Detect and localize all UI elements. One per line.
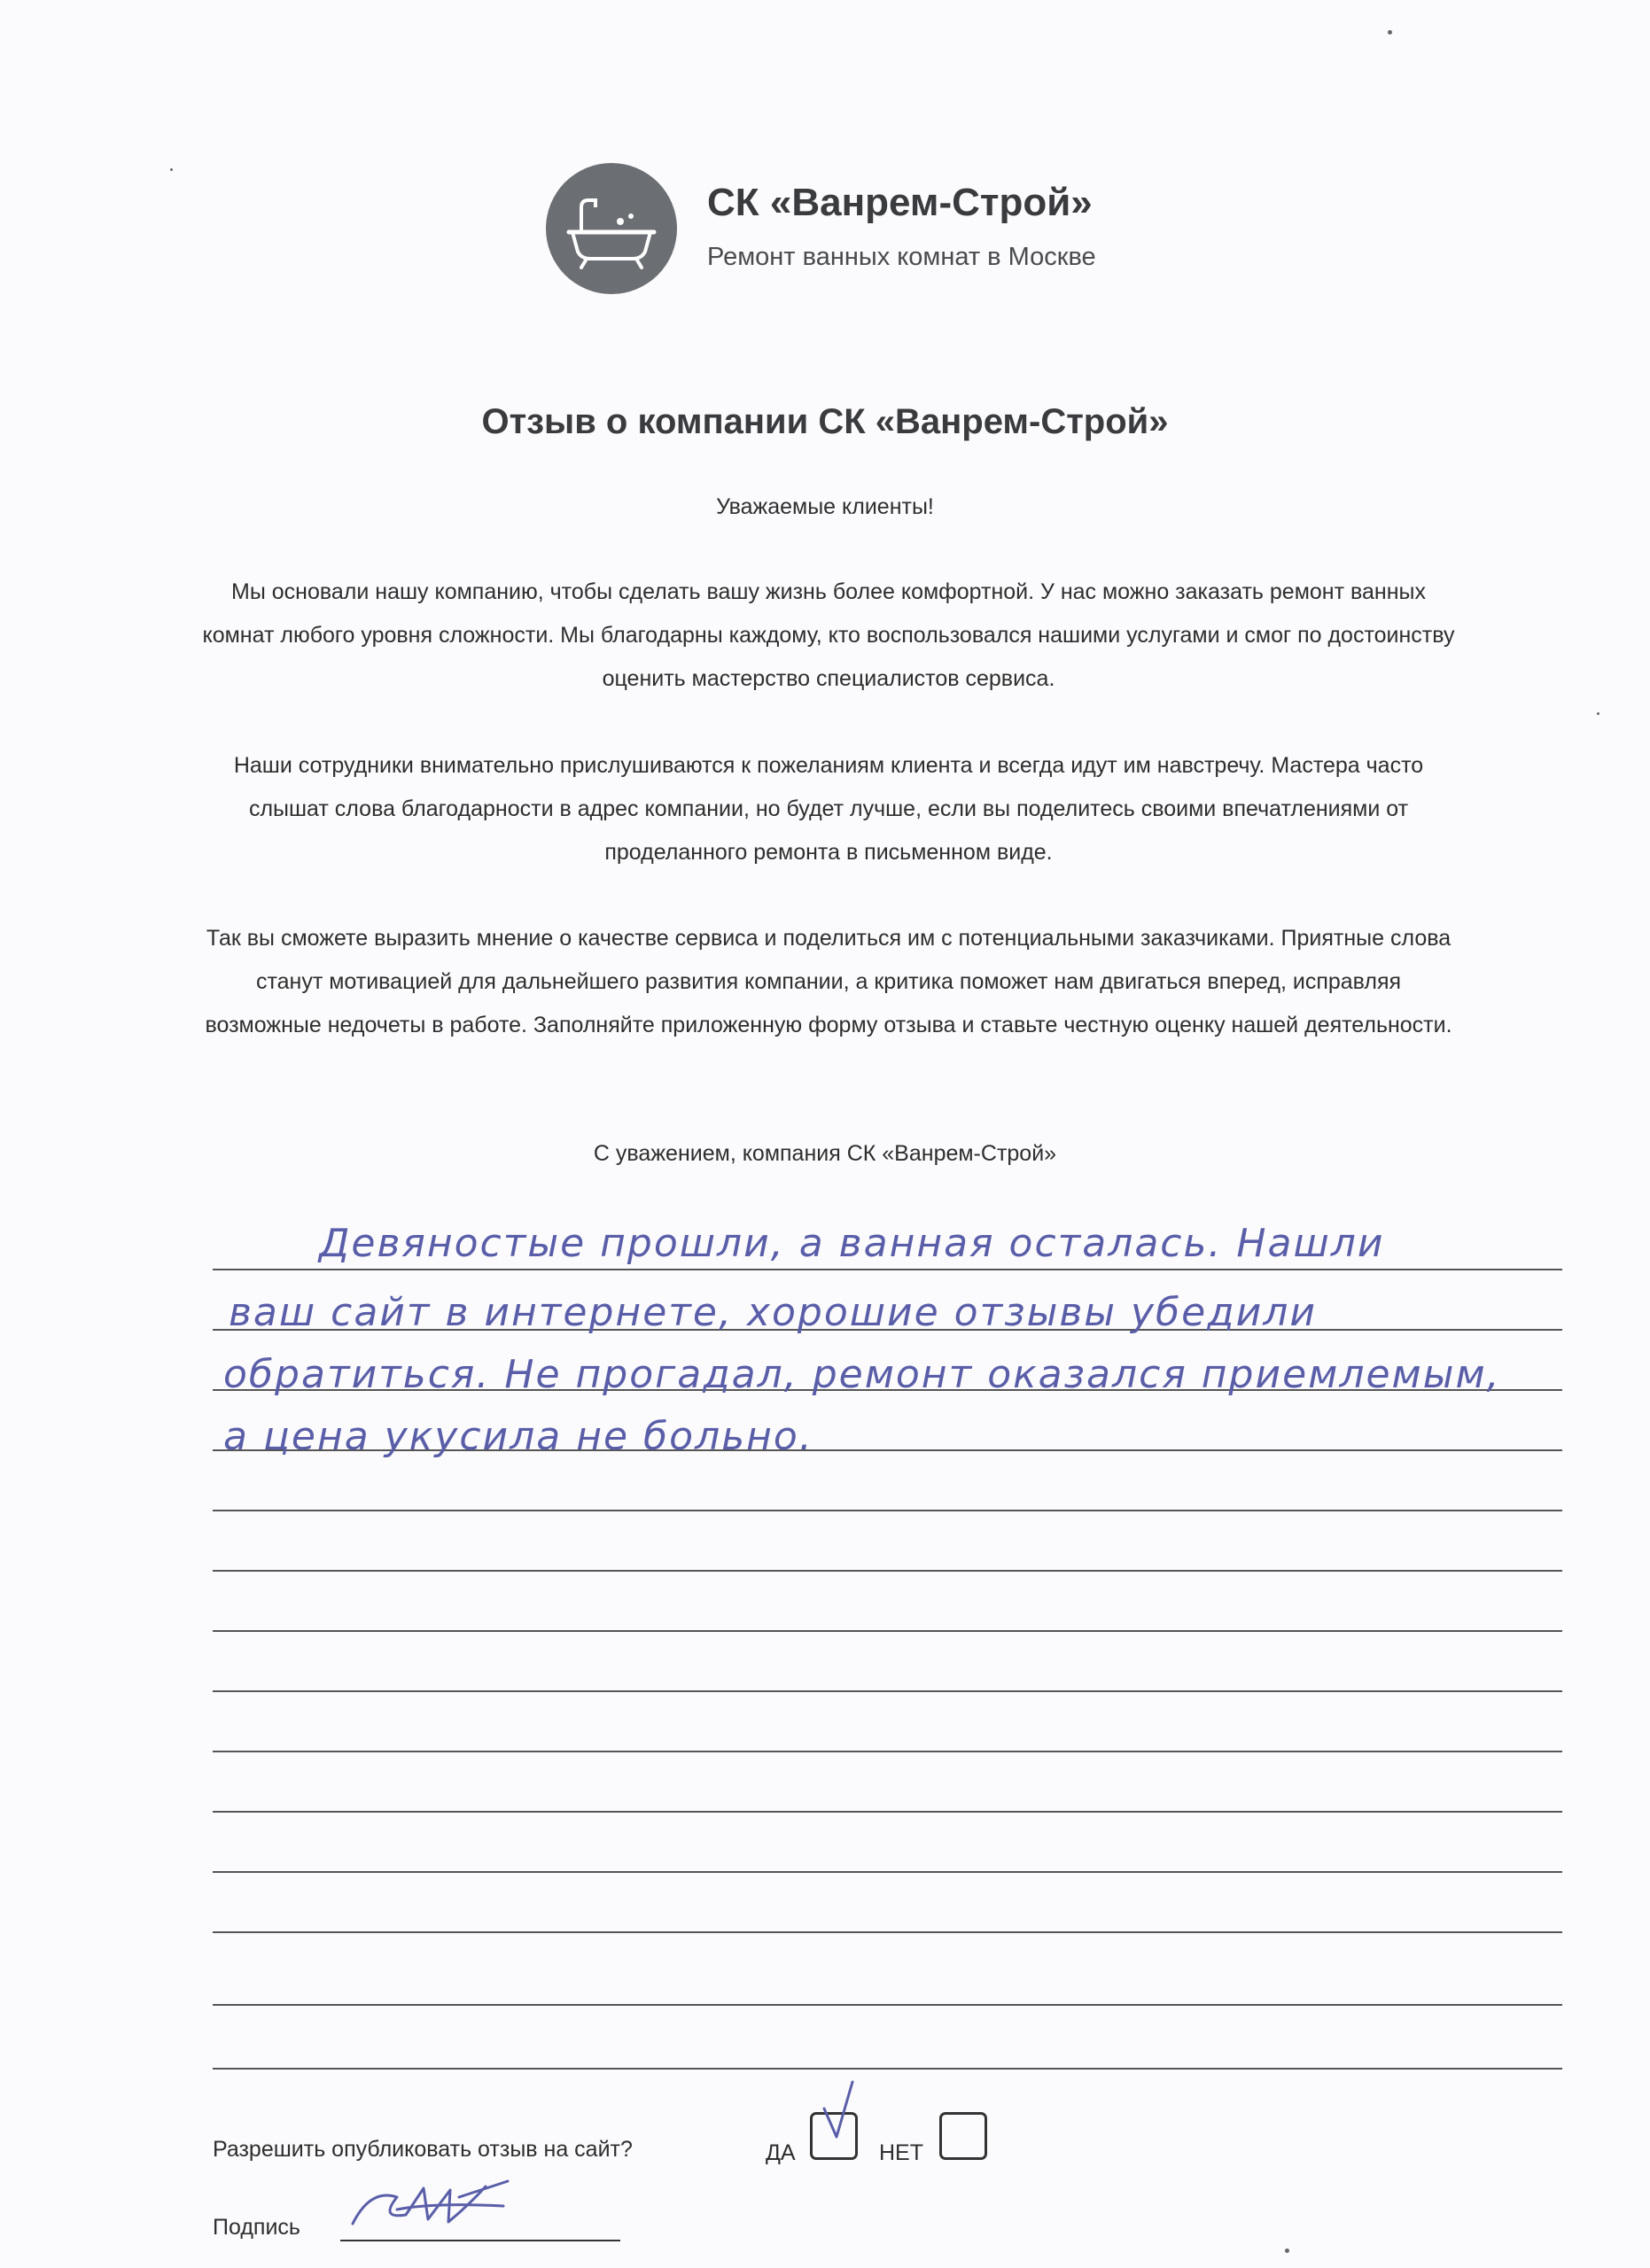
- intro-paragraph-1: Мы основали нашу компанию, чтобы сделать вашу жизнь более комфортной. У нас можно заказать ремонт ванных комнат любого уровня сложности. Мы благодарны каждому, кто воспользовался нашими услугами и смог по достоинству оценить мастерство специалистов сервиса.: [202, 579, 1455, 691]
- ruled-line: [213, 2068, 1562, 2070]
- no-checkbox[interactable]: [939, 2112, 987, 2160]
- ruled-line: [213, 1751, 1562, 1752]
- scan-speck: [170, 168, 173, 171]
- ruled-line: [213, 1871, 1562, 1873]
- intro-paragraph-2: Наши сотрудники внимательно прислушиваются к пожеланиям клиента и всегда идут им навстречу. Мастера часто слышат слова благодарности в адрес компании, но будет лучше, если вы поделитесь своими впечатлениями от проделанного ремонта в письменном виде.: [233, 753, 1424, 865]
- ruled-line: [213, 1570, 1562, 1572]
- greeting: Уважаемые клиенты!: [716, 494, 934, 519]
- company-tagline: Ремонт ванных комнат в Москве: [707, 243, 1096, 271]
- signoff: С уважением, компания СК «Ванрем-Строй»: [593, 1141, 1057, 1166]
- bathtub-icon: [546, 163, 677, 294]
- handwritten-signature: [344, 2171, 521, 2241]
- checkmark-icon: [812, 2077, 865, 2148]
- scan-speck: [1285, 2249, 1289, 2253]
- company-name: СК «Ванрем-Строй»: [707, 181, 1093, 224]
- scan-speck: [1597, 712, 1599, 715]
- scan-speck: [1388, 30, 1392, 35]
- ruled-line: [213, 1931, 1562, 1933]
- handwritten-review-line: ваш сайт в интернете, хорошие отзывы убедили: [229, 1290, 1317, 1335]
- ruled-line: [213, 1690, 1562, 1692]
- ruled-line: [213, 1811, 1562, 1813]
- ruled-line: [213, 2004, 1562, 2006]
- handwritten-review-line: обратиться. Не прогадал, ремонт оказался приемлемым,: [223, 1352, 1501, 1397]
- document-title: Отзыв о компании СК «Ванрем-Строй»: [481, 402, 1169, 441]
- ruled-line: [213, 1630, 1562, 1632]
- signature-label: Подпись: [213, 2215, 300, 2240]
- yes-option-label: ДА: [766, 2140, 796, 2165]
- handwritten-review-line: а цена укусила не больно.: [223, 1414, 813, 1459]
- company-logo-block: [546, 163, 1255, 296]
- ruled-line: [213, 1510, 1562, 1511]
- intro-paragraph-3: Так вы сможете выразить мнение о качестве сервиса и поделиться им с потенциальными заказчиками. Приятные слова станут мотивацией для дальнейшего развития компании, а критика поможет нам двигаться вперед, исправляя возможные недочеты в работе. Заполняйте приложенную форму отзыва и ставьте честную оценку нашей деятельности.: [205, 926, 1452, 1037]
- no-option-label: НЕТ: [879, 2140, 923, 2165]
- publish-permission-question: Разрешить опубликовать отзыв на сайт?: [213, 2137, 633, 2162]
- handwritten-review-line: Девяностые прошли, а ванная осталась. Нашли: [319, 1221, 1385, 1266]
- ruled-line: [213, 1269, 1562, 1270]
